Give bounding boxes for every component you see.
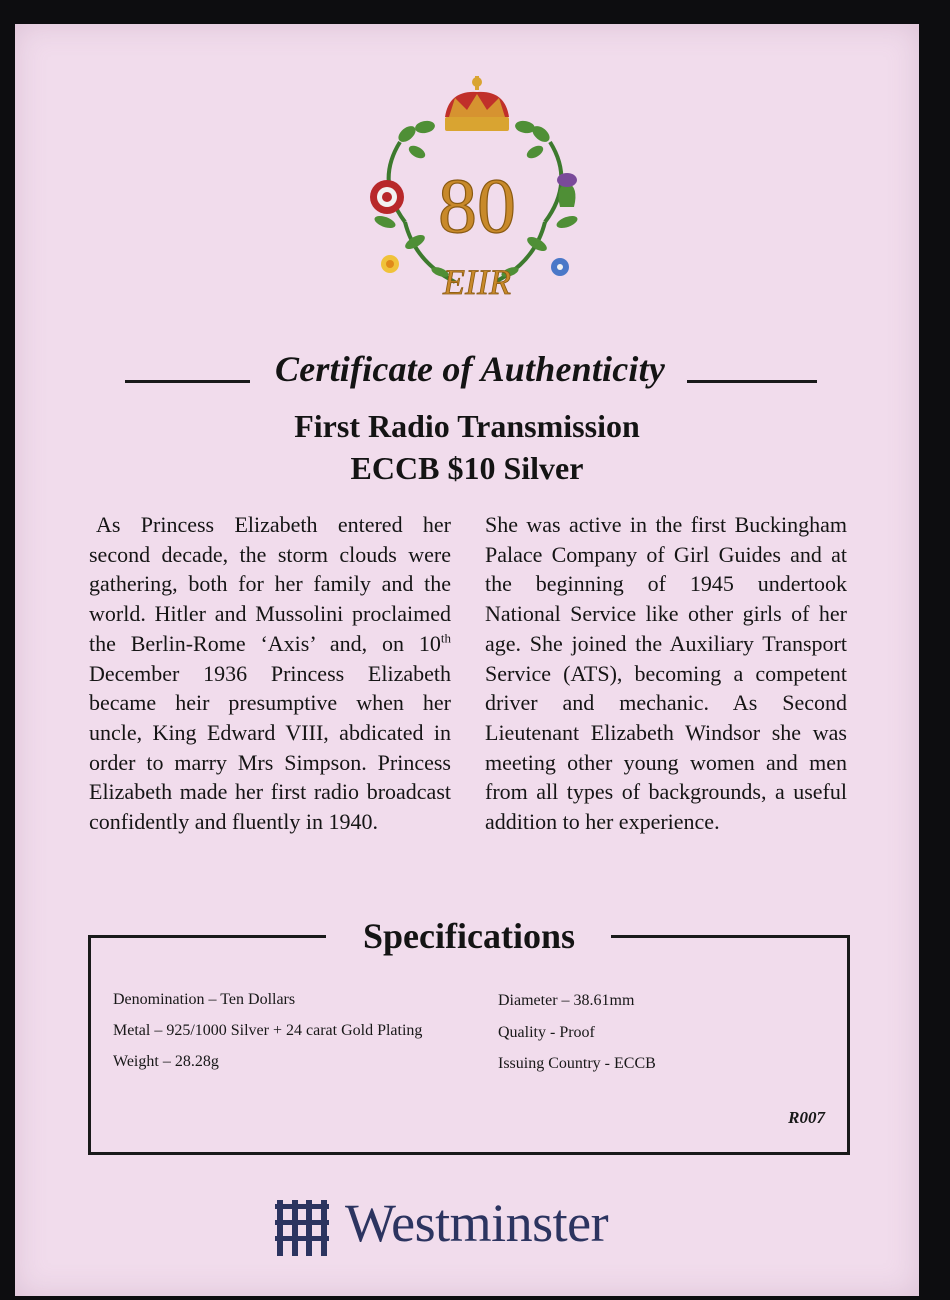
- story-paragraph-left: [89, 510, 451, 837]
- spec-issuing-country: Issuing Country - ECCB: [498, 1055, 656, 1072]
- story-paragraph-right: She was active in the first Buckingham Palace Company of Girl Guides and at the beginning of 1945 undertook National Service like other girls of her age. She joined the Auxiliary Transport Service (ATS), becoming a competent driver and mechanic. As Second Lieutenant Elizabeth Windsor she was meeting other young women and men from all types of backgrounds, a useful addition to her experience.: [485, 512, 847, 835]
- ordinal-suffix: th: [440, 630, 451, 646]
- story-column-left: [89, 510, 451, 837]
- specifications-title: Specifications: [363, 916, 575, 956]
- reference-code: R007: [788, 1108, 825, 1127]
- royal-emblem: [345, 72, 607, 302]
- crown-wreath-icon: [345, 72, 607, 302]
- emblem-cypher: EIIR: [443, 262, 511, 302]
- story-column-right: [485, 510, 847, 837]
- coin-title: First Radio Transmission: [294, 408, 640, 444]
- spec-metal: Metal – 925/1000 Silver + 24 carat Gold Plating: [113, 1022, 423, 1039]
- westminster-logo: [273, 1193, 653, 1260]
- spec-diameter: Diameter – 38.61mm: [498, 992, 635, 1009]
- specifications-box: [88, 916, 850, 1155]
- spec-quality: Quality - Proof: [498, 1024, 595, 1041]
- certificate-heading: Certificate of Authenticity: [274, 349, 666, 389]
- brand-name: Westminster: [345, 1193, 609, 1253]
- certificate-heading-row: [125, 346, 817, 396]
- story-text-left-a: As Princess Elizabeth entered her second decade, the storm clouds were gathering, both for her family and the world. Hitler and Mussolini proclaimed the Berlin-Rome ‘Axis’ and, on 10: [89, 512, 451, 656]
- spec-denomination: Denomination – Ten Dollars: [113, 991, 296, 1008]
- story-text-left-b: December 1936 Princess Elizabeth became heir presumptive when her uncle, King Edward VIII, abdicated in order to marry Mrs Simpson. Princess Elizabeth made her first radio broadcast confidently and fluently in 1940.: [89, 660, 451, 835]
- certificate-card: [15, 24, 919, 1296]
- coin-denomination-title: ECCB $10 Silver: [350, 450, 584, 486]
- spec-weight: Weight – 28.28g: [113, 1053, 219, 1070]
- portcullis-icon: [273, 1200, 331, 1256]
- heading-rule-left: [125, 380, 250, 383]
- emblem-number: 80: [438, 162, 516, 249]
- heading-rule-right: [687, 380, 817, 383]
